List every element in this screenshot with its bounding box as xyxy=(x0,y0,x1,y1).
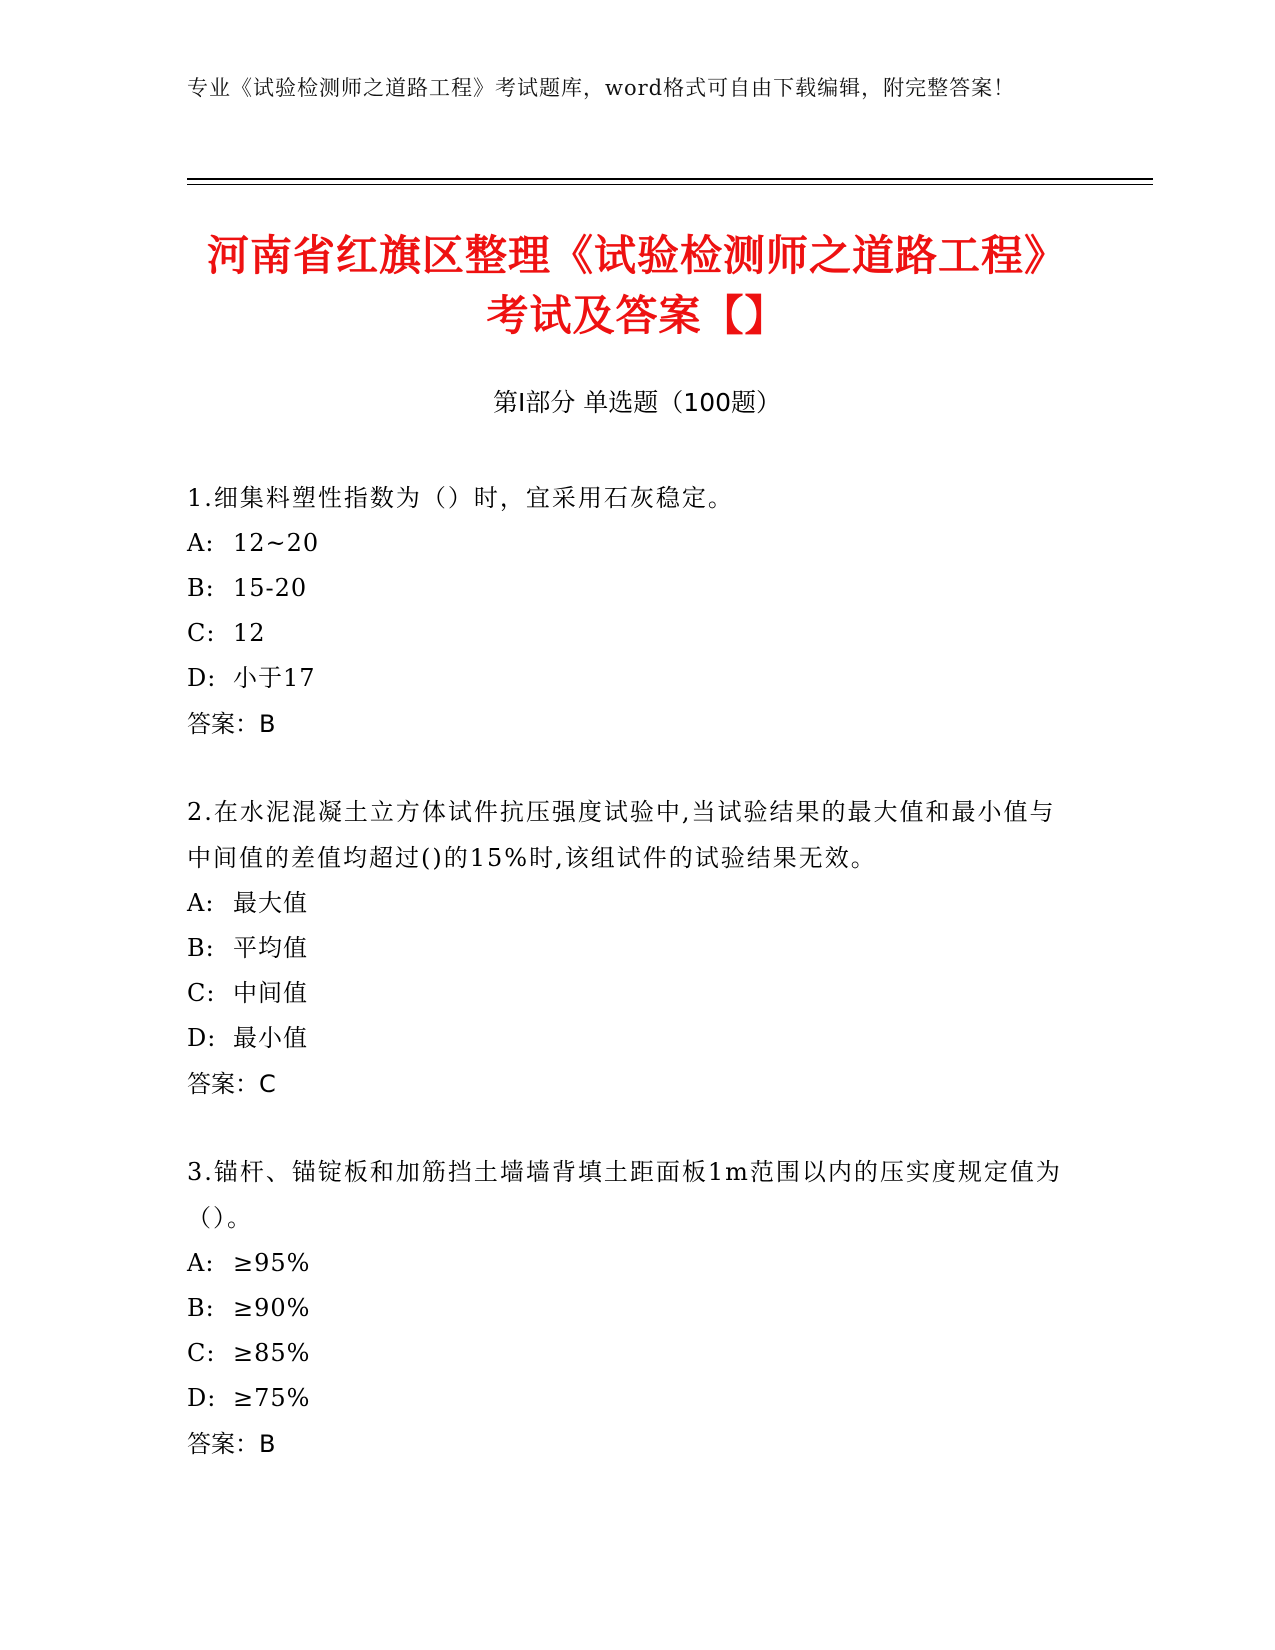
question-text: 1.细集料塑性指数为（）时，宜采用石灰稳定。 xyxy=(187,484,734,512)
option-text: 最小值 xyxy=(233,1024,308,1052)
answer-line: 答案：B xyxy=(187,1430,276,1458)
answer-line: 答案：C xyxy=(187,1070,276,1098)
option-letter: A: xyxy=(187,889,215,917)
option-text: 15-20 xyxy=(233,574,308,602)
option-text: ≥90% xyxy=(233,1294,311,1322)
question-list xyxy=(187,475,1077,1509)
option-letter: C: xyxy=(187,979,216,1007)
option-b xyxy=(187,926,1077,971)
option-letter: D: xyxy=(187,1024,217,1052)
option-text: 12 xyxy=(233,619,266,647)
option-text: 最大值 xyxy=(233,889,308,917)
option-c xyxy=(187,971,1077,1016)
document-title: 河南省红旗区整理《试验检测师之道路工程》考试及答案【】 xyxy=(206,231,1067,340)
option-letter: D: xyxy=(187,1384,217,1412)
question-text: 2.在水泥混凝土立方体试件抗压强度试验中,当试验结果的最大值和最小值与中间值的差值均超过()的15%时,该组试件的试验结果无效。 xyxy=(187,798,1056,872)
header-divider-thin xyxy=(187,184,1153,185)
option-a xyxy=(187,881,1077,926)
option-d xyxy=(187,1016,1077,1061)
option-text: 12~20 xyxy=(233,529,320,557)
option-letter: A: xyxy=(187,529,215,557)
option-letter: A: xyxy=(187,1249,215,1277)
question-item xyxy=(187,475,1077,747)
option-d xyxy=(187,1376,1077,1421)
question-item xyxy=(187,789,1077,1107)
option-text: 平均值 xyxy=(233,934,308,962)
header-notice: 专业《试验检测师之道路工程》考试题库，word格式可自由下载编辑，附完整答案！ xyxy=(187,76,1016,100)
option-letter: D: xyxy=(187,664,217,692)
option-letter: C: xyxy=(187,619,216,647)
option-c xyxy=(187,1331,1077,1376)
question-text: 3.锚杆、锚锭板和加筋挡土墙墙背填土距面板1m范围以内的压实度规定值为（）。 xyxy=(187,1158,1062,1232)
option-b xyxy=(187,566,1077,611)
option-letter: B: xyxy=(187,934,215,962)
option-letter: B: xyxy=(187,574,215,602)
option-text: ≥75% xyxy=(233,1384,311,1412)
option-letter: B: xyxy=(187,1294,215,1322)
option-c xyxy=(187,611,1077,656)
header-divider-thick xyxy=(187,178,1153,180)
option-text: 中间值 xyxy=(233,979,308,1007)
option-text: ≥95% xyxy=(233,1249,311,1277)
answer-line: 答案：B xyxy=(187,710,276,738)
question-item xyxy=(187,1149,1077,1467)
option-text: 小于17 xyxy=(233,664,316,692)
option-a xyxy=(187,1241,1077,1286)
option-letter: C: xyxy=(187,1339,216,1367)
option-b xyxy=(187,1286,1077,1331)
option-text: ≥85% xyxy=(233,1339,311,1367)
option-d xyxy=(187,656,1077,701)
section-heading: 第I部分 单选题（100题） xyxy=(492,388,782,417)
option-a xyxy=(187,521,1077,566)
